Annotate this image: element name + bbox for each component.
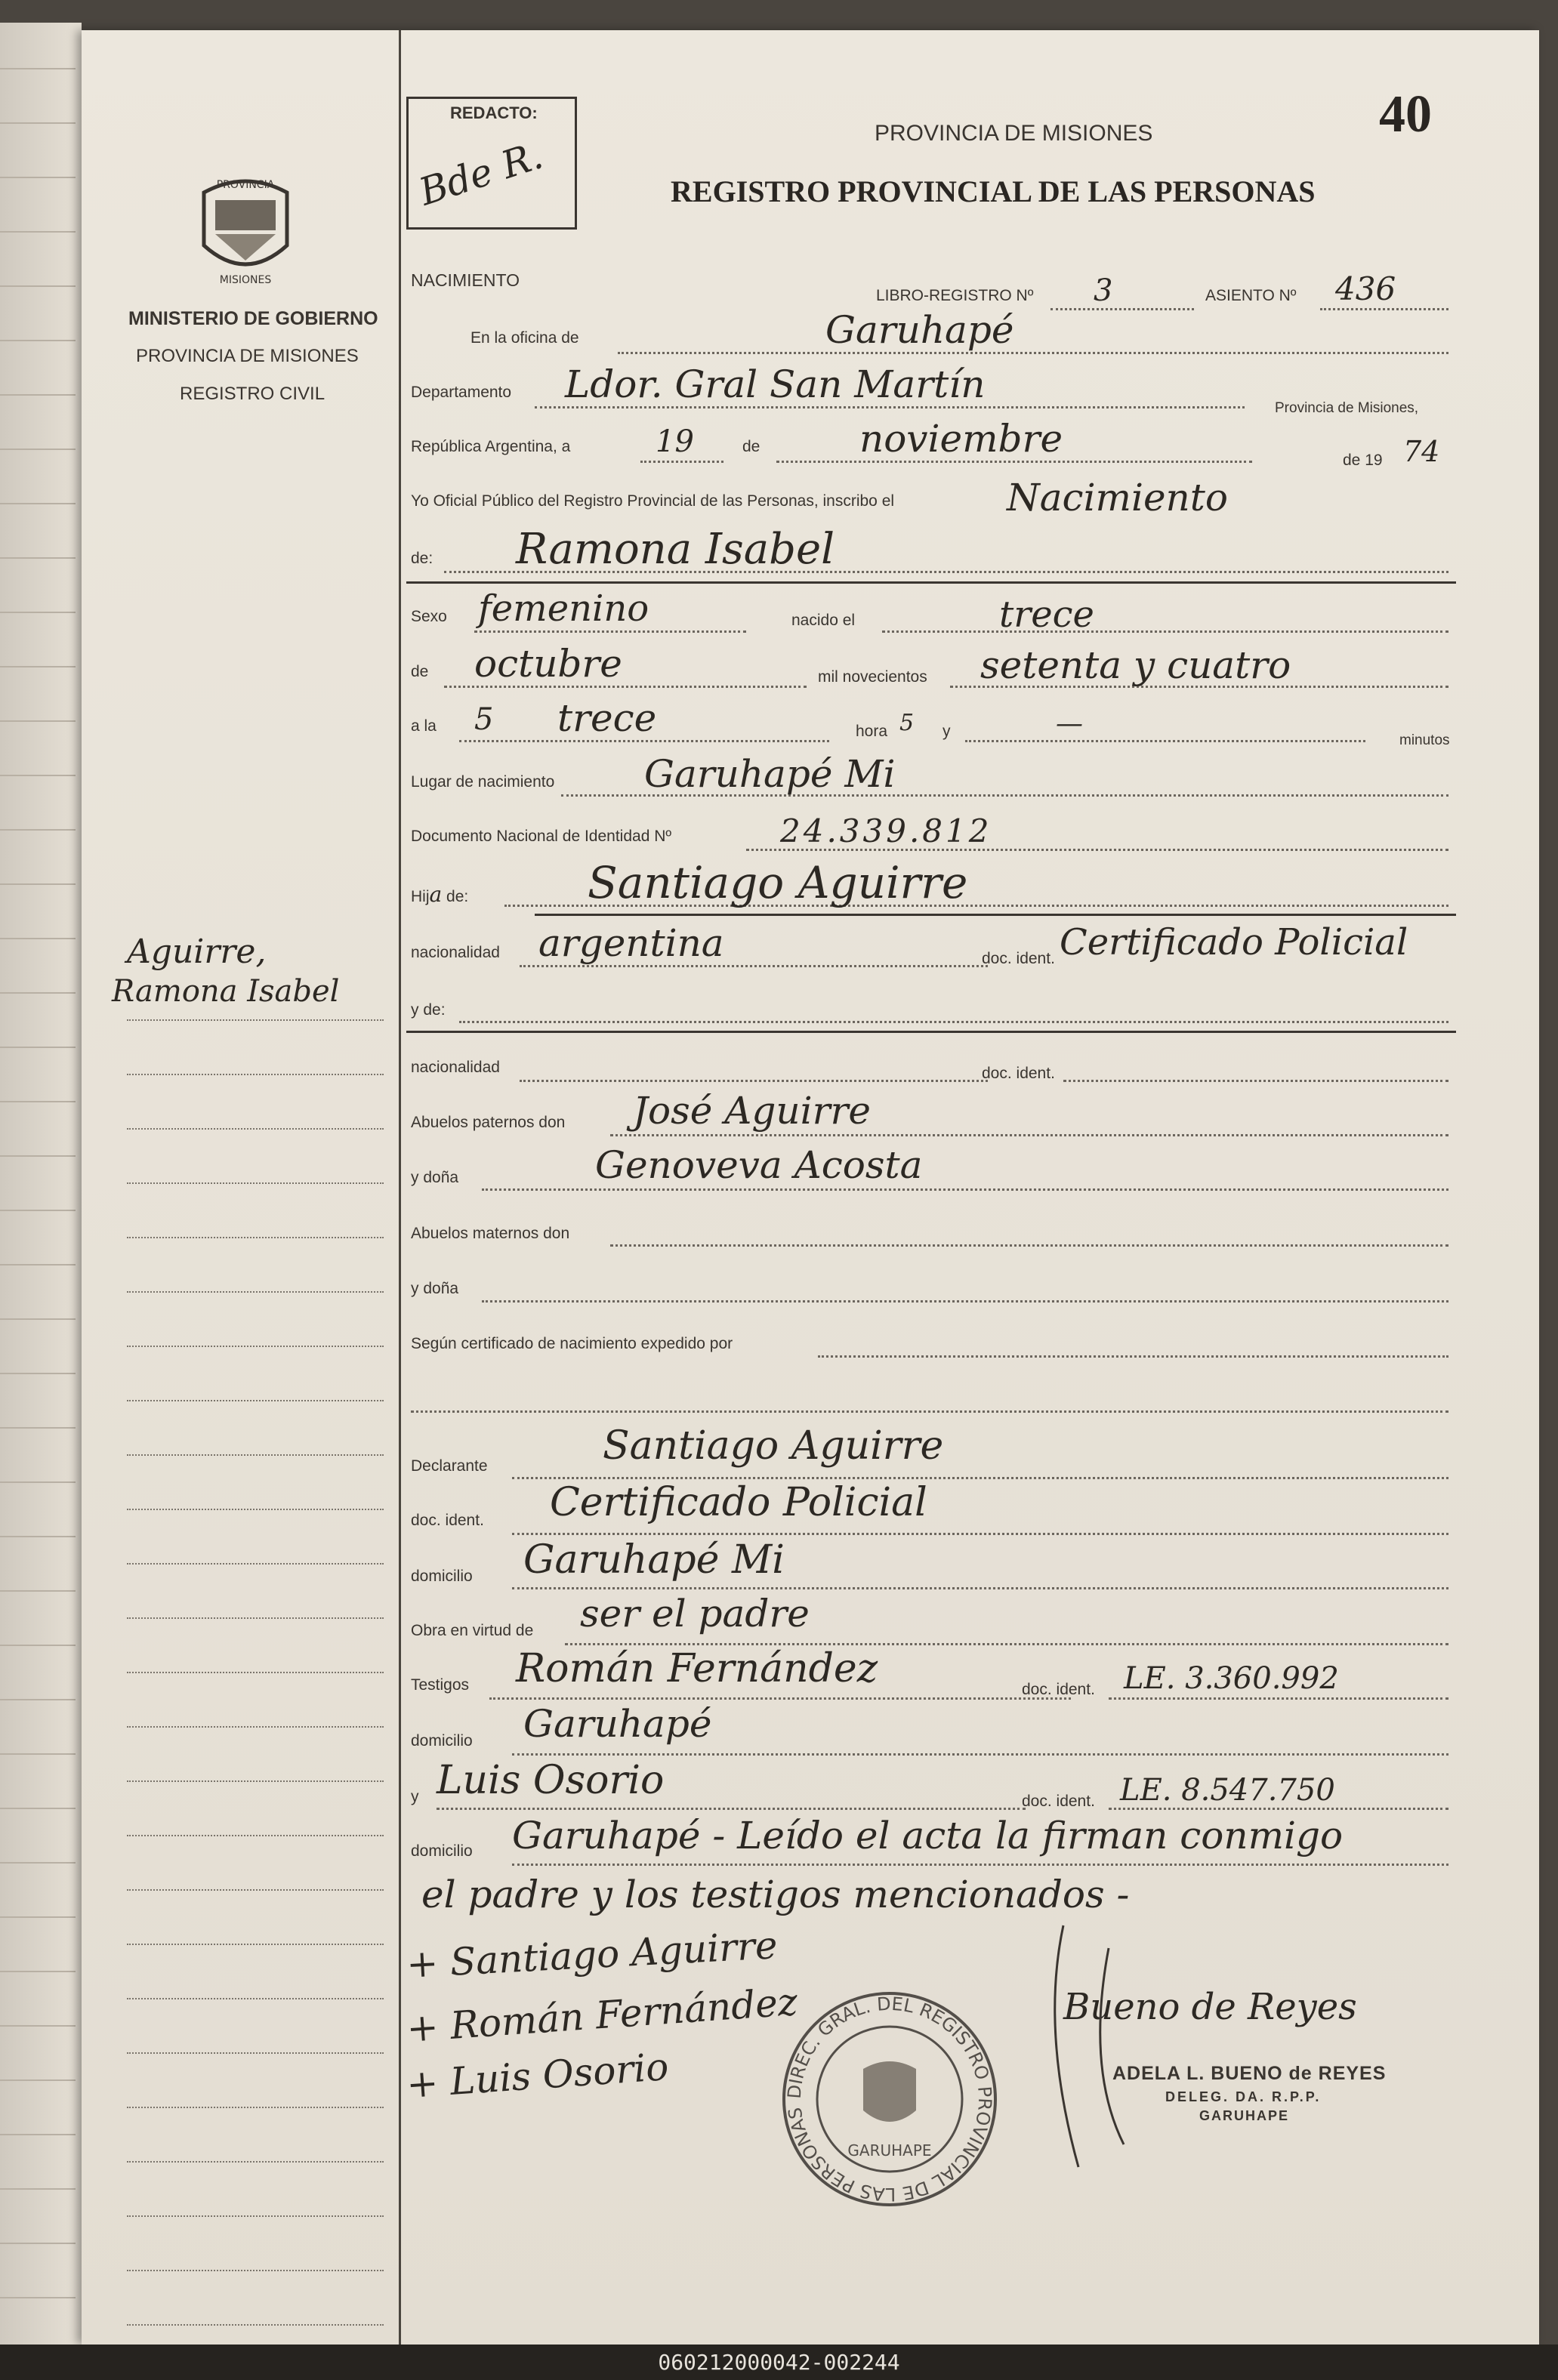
left-page-rule: [0, 1101, 76, 1102]
left-page-rule: [0, 829, 76, 831]
abuela-pat-value: Genoveva Acosta: [595, 1143, 923, 1187]
left-page-rule: [0, 503, 76, 504]
docident2-line: [1063, 1080, 1448, 1082]
left-column: [82, 30, 401, 2345]
margin-rule: [127, 1291, 384, 1293]
hijo-prefix: Hij: [411, 888, 430, 905]
libro-label: LIBRO-REGISTRO Nº: [876, 287, 1034, 304]
oficial-label: Yo Oficial Público del Registro Provincial de las Personas, inscribo el: [411, 492, 895, 510]
left-page-rule: [0, 177, 76, 178]
left-page-rule: [0, 2134, 76, 2135]
dni-value: 24.339.812: [780, 812, 992, 849]
dia-value: 19: [656, 424, 694, 459]
margin-rule: [127, 1182, 384, 1184]
margin-surname: Aguirre,: [127, 933, 267, 971]
anio-nac-value: setenta y cuatro: [980, 643, 1291, 687]
nacido-line: [882, 630, 1448, 633]
y-dona-label: y doña: [411, 1169, 459, 1186]
abuela-mat-line: [482, 1300, 1448, 1303]
redacto-label: REDACTO:: [450, 103, 538, 122]
domicilio-line: [512, 1587, 1448, 1589]
margin-rule: [127, 1780, 384, 1782]
left-page-rule: [0, 2079, 76, 2081]
left-page-rule: [0, 2025, 76, 2027]
minutos-value: —: [1056, 708, 1083, 739]
margin-rule: [127, 1074, 384, 1075]
document-page: [82, 30, 1539, 2345]
coat-of-arms-icon: [189, 170, 302, 291]
y2-label: y: [411, 1788, 419, 1805]
decl-doc-value: Certificado Policial: [550, 1480, 927, 1525]
signature-witness-2: + Luis Osorio: [405, 2044, 671, 2107]
madre-rule: [406, 1031, 1456, 1033]
nombre-value: Ramona Isabel: [516, 525, 835, 574]
margin-rule: [127, 2324, 384, 2326]
left-page-rule: [0, 449, 76, 450]
left-page-rule: [0, 1373, 76, 1374]
margin-rule: [127, 1128, 384, 1130]
docident2-label: doc. ident.: [982, 1065, 1055, 1082]
declarante-label: Declarante: [411, 1457, 488, 1475]
redacto-initials: Bde R.: [414, 133, 548, 214]
left-page-rule: [0, 666, 76, 667]
a-la-label: a la: [411, 717, 437, 735]
provincia-suffix: Provincia de Misiones,: [1275, 400, 1419, 416]
left-page-rule: [0, 1264, 76, 1266]
asiento-value: 436: [1335, 270, 1396, 307]
signature-flourish-icon: [995, 1918, 1177, 2175]
t1-dom-label: domicilio: [411, 1732, 473, 1750]
nacido-label: nacido el: [791, 612, 856, 629]
left-page-rule: [0, 557, 76, 559]
madre-line: [459, 1021, 1448, 1023]
y-label: y: [943, 723, 951, 740]
margin-given-names: Ramona Isabel: [112, 974, 340, 1009]
left-page-rule: [0, 1481, 76, 1483]
t2-dom-label: domicilio: [411, 1842, 473, 1860]
left-page-rule: [0, 775, 76, 776]
left-page-rule: [0, 231, 76, 233]
libro-value: 3: [1094, 273, 1113, 308]
mes-nac-value: octubre: [474, 642, 622, 686]
abuelos-mat-label: Abuelos maternos don: [411, 1225, 570, 1242]
t1-dom-line: [512, 1753, 1448, 1756]
registry-label: REGISTRO CIVIL: [180, 384, 325, 404]
declarante-line: [512, 1477, 1448, 1479]
abuelo-mat-line: [610, 1244, 1448, 1247]
segun-line-2: [411, 1410, 1448, 1413]
nacido-value: trece: [999, 593, 1094, 636]
margin-rule: [127, 1346, 384, 1347]
decl-doc-line: [512, 1533, 1448, 1535]
left-page-rule: [0, 340, 76, 341]
hora-small-value: 5: [899, 710, 915, 736]
t1-doc-value: LE. 3.360.992: [1124, 1661, 1339, 1696]
officer-signature: Bueno de Reyes: [1063, 1986, 1357, 2028]
oficina-label: En la oficina de: [470, 329, 579, 347]
declarante-value: Santiago Aguirre: [603, 1423, 944, 1469]
officer-name: ADELA L. BUENO de REYES: [1112, 2063, 1387, 2084]
margin-rule: [127, 1998, 384, 1999]
segun-label: Según certificado de nacimiento expedido por: [411, 1335, 733, 1352]
left-page-rule: [0, 1916, 76, 1918]
abuelo-pat-value: José Aguirre: [633, 1089, 871, 1133]
libro-line: [1050, 308, 1194, 310]
left-page-rule: [0, 1318, 76, 1320]
officer-place: GARUHAPE: [1199, 2108, 1290, 2123]
minutos-label: minutos: [1399, 732, 1450, 748]
hora-text-value: trece: [557, 696, 657, 740]
t1-doc-label: doc. ident.: [1022, 1681, 1095, 1698]
lugar-label: Lugar de nacimiento: [411, 773, 555, 791]
testigo1-value: Román Fernández: [516, 1646, 878, 1691]
domicilio-label: domicilio: [411, 1568, 473, 1585]
mil-label: mil novecientos: [818, 668, 927, 686]
testigo2-line: [437, 1808, 1026, 1810]
hijo-suffix: a: [429, 882, 443, 907]
hora-num-value: 5: [474, 702, 494, 737]
testigo1-line: [489, 1697, 1071, 1700]
left-page-rule: [0, 394, 76, 396]
abuelo-pat-line: [610, 1134, 1448, 1136]
y-de-label: y de:: [411, 1001, 446, 1019]
mes-value: noviembre: [859, 417, 1063, 461]
left-page-rule: [0, 122, 76, 124]
abuela-pat-line: [482, 1188, 1448, 1191]
de-year-label: de 19: [1343, 452, 1383, 469]
left-page-rule: [0, 1753, 76, 1755]
decl-doc-label: doc. ident.: [411, 1512, 484, 1529]
stamp-inner-text: GARUHAPE: [847, 2141, 932, 2160]
left-page-rule: [0, 1536, 76, 1537]
officer-title: DELEG. DA. R.P.P.: [1165, 2089, 1322, 2104]
t2-doc-label: doc. ident.: [1022, 1793, 1095, 1810]
padre-rule: [535, 914, 1456, 916]
abuelos-pat-label: Abuelos paternos don: [411, 1114, 566, 1131]
left-page-rule: [0, 2188, 76, 2190]
obra-line: [565, 1643, 1448, 1645]
left-page-rule: [0, 1699, 76, 1700]
margin-rule: [127, 1944, 384, 1945]
nacionalidad-label: nacionalidad: [411, 944, 500, 961]
de-label: de: [742, 438, 760, 455]
margin-rule: [127, 1835, 384, 1836]
padre-value: Santiago Aguirre: [588, 857, 968, 908]
hora-label: hora: [856, 723, 888, 740]
nacionalidad2-line: [520, 1080, 988, 1082]
signature-witness-1: + Román Fernández: [405, 1979, 799, 2052]
t2-dom-value: Garuhapé - Leído el acta la firman conmigo: [512, 1814, 1344, 1857]
t1-dom-value: Garuhapé: [523, 1702, 712, 1746]
left-page-rule: [0, 720, 76, 722]
page-number: 40: [1379, 85, 1432, 143]
margin-rule: [127, 2161, 384, 2163]
dni-label: Documento Nacional de Identidad Nº: [411, 828, 672, 845]
left-page-rule: [0, 1862, 76, 1864]
de2-label: de: [411, 663, 429, 680]
left-page-rule: [0, 612, 76, 613]
t1-doc-line: [1109, 1697, 1448, 1700]
image-caption: 060212000042-002244: [0, 2345, 1558, 2380]
margin-rule: [127, 1237, 384, 1238]
margin-rule: [127, 2052, 384, 2054]
left-page-rule: [0, 1155, 76, 1157]
continuation-text: el padre y los testigos mencionados -: [421, 1873, 1130, 1916]
redacto-box: [406, 97, 577, 230]
republica-label: República Argentina, a: [411, 438, 571, 455]
province-label: PROVINCIA DE MISIONES: [136, 346, 359, 366]
ministry-label: MINISTERIO DE GOBIERNO: [128, 308, 378, 329]
lugar-value: Garuhapé Mi: [644, 752, 896, 796]
asiento-label: ASIENTO Nº: [1205, 287, 1297, 304]
left-page-rule: [0, 938, 76, 939]
t2-dom-line: [512, 1864, 1448, 1866]
testigo2-value: Luis Osorio: [437, 1758, 665, 1803]
registry-title: REGISTRO PROVINCIAL DE LAS PERSONAS: [671, 174, 1316, 208]
seal-top-text: PROVINCIA: [216, 179, 275, 191]
margin-rule: [127, 1400, 384, 1401]
margin-rule: [127, 1454, 384, 1456]
nacimiento-label: NACIMIENTO: [411, 270, 520, 290]
de-nombre-label: de:: [411, 550, 433, 567]
left-page-rule: [0, 1047, 76, 1048]
departamento-line: [535, 406, 1245, 408]
seal-bottom-text: MISIONES: [219, 274, 272, 286]
margin-rule: [127, 2107, 384, 2108]
padre-doc-value: Certificado Policial: [1060, 921, 1408, 963]
dia-line: [640, 461, 723, 463]
left-page-rule: [0, 1645, 76, 1646]
segun-line: [818, 1355, 1448, 1358]
hora-text-line: [459, 740, 829, 742]
asiento-line: [1320, 308, 1448, 310]
left-page-rule: [0, 1590, 76, 1592]
nacionalidad-value: argentina: [538, 921, 724, 965]
hijo-de-label: de:: [446, 888, 469, 905]
oficina-value: Garuhapé: [825, 308, 1014, 352]
margin-rule: [127, 1726, 384, 1728]
left-page-rule: [0, 1808, 76, 1809]
left-page-rule: [0, 883, 76, 885]
t2-doc-value: LE. 8.547.750: [1120, 1773, 1335, 1808]
left-page-rule: [0, 2243, 76, 2244]
obra-value: ser el padre: [580, 1592, 810, 1635]
margin-rule: [127, 2215, 384, 2217]
hijo-label: [411, 882, 468, 907]
province-header: PROVINCIA DE MISIONES: [875, 121, 1153, 146]
margin-rule: [127, 1563, 384, 1565]
domicilio-value: Garuhapé Mi: [523, 1537, 785, 1583]
sexo-label: Sexo: [411, 608, 447, 625]
official-stamp-icon: [776, 1986, 1003, 2212]
obra-label: Obra en virtud de: [411, 1622, 534, 1639]
signature-father: + Santiago Aguirre: [405, 1923, 779, 1987]
oficina-line: [618, 352, 1448, 354]
left-page-rule: [0, 285, 76, 287]
inscribo-value: Nacimiento: [1007, 476, 1228, 519]
mes-line: [776, 461, 1252, 463]
left-page-rule: [0, 1427, 76, 1429]
sexo-line: [474, 630, 746, 633]
left-facing-page: [0, 23, 82, 2345]
year-value: 74: [1403, 435, 1440, 468]
margin-rule: [127, 1617, 384, 1619]
left-page-rule: [0, 1210, 76, 1211]
margin-rule: [127, 1019, 384, 1021]
nacionalidad2-label: nacionalidad: [411, 1059, 500, 1076]
t2-doc-line: [1109, 1808, 1448, 1810]
left-page-rule: [0, 992, 76, 994]
margin-rule: [127, 1672, 384, 1673]
mes-nac-line: [444, 686, 807, 688]
stamp-ring-text: DIREC. GRAL. DEL REGISTRO PROVINCIAL DE LAS PERSONAS: [783, 1993, 996, 2206]
nacionalidad-line: [520, 965, 988, 967]
departamento-label: Departamento: [411, 384, 512, 401]
left-page-rule: [0, 1971, 76, 1972]
margin-rule: [127, 1509, 384, 1510]
y-dona2-label: y doña: [411, 1280, 459, 1297]
margin-rule: [127, 2270, 384, 2271]
left-page-rule: [0, 68, 76, 69]
docident-label: doc. ident.: [982, 950, 1055, 967]
testigos-label: Testigos: [411, 1676, 470, 1694]
minutos-line: [965, 740, 1365, 742]
sexo-value: femenino: [478, 587, 649, 630]
departamento-value: Ldor. Gral San Martín: [565, 362, 986, 406]
left-page-rule: [0, 2297, 76, 2298]
margin-rule: [127, 1889, 384, 1891]
nombre-rule: [406, 581, 1456, 584]
